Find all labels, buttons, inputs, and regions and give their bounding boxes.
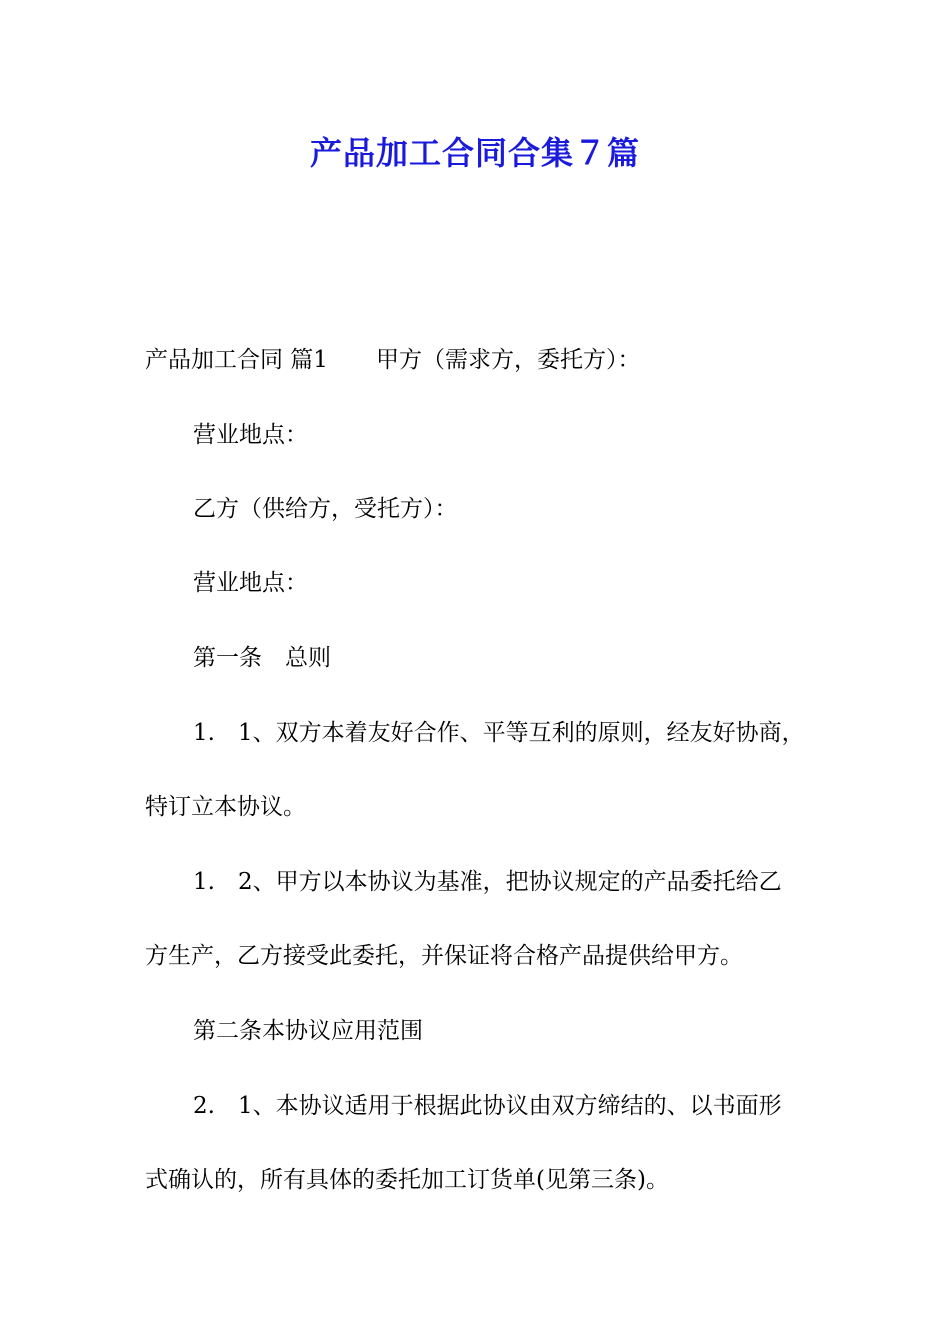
clause-2-1-line-1: 2. 1、本协议适用于根据此协议由双方缔结的、以书面形: [193, 1093, 782, 1119]
party-a-address-label: 营业地点：: [193, 422, 308, 448]
clause-1-1-line-2: 特订立本协议。: [145, 794, 306, 820]
clause-2-1-line-2: 式确认的，所有具体的委托加工订货单(见第三条)。: [145, 1167, 669, 1193]
clause-1-2-line-1: 1. 2、甲方以本协议为基准，把协议规定的产品委托给乙: [193, 869, 782, 895]
document-title: 产品加工合同合集７篇: [309, 134, 640, 172]
first-paragraph-line: [145, 345, 640, 375]
party-a-label: 甲方（需求方，委托方）：: [375, 347, 641, 373]
party-b-label: 乙方（供给方，受托方）：: [193, 496, 458, 522]
clause-1-1-line-1: 1. 1、双方本着友好合作、平等互利的原则，经友好协商，: [193, 720, 805, 746]
article-1-heading: 第一条 总则: [193, 645, 331, 671]
section-heading: 产品加工合同 篇1: [145, 347, 328, 373]
article-2-heading: 第二条本协议应用范围: [193, 1018, 423, 1044]
clause-1-2-line-2: 方生产，乙方接受此委托，并保证将合格产品提供给甲方。: [145, 943, 743, 969]
party-b-address-label: 营业地点：: [193, 570, 308, 596]
